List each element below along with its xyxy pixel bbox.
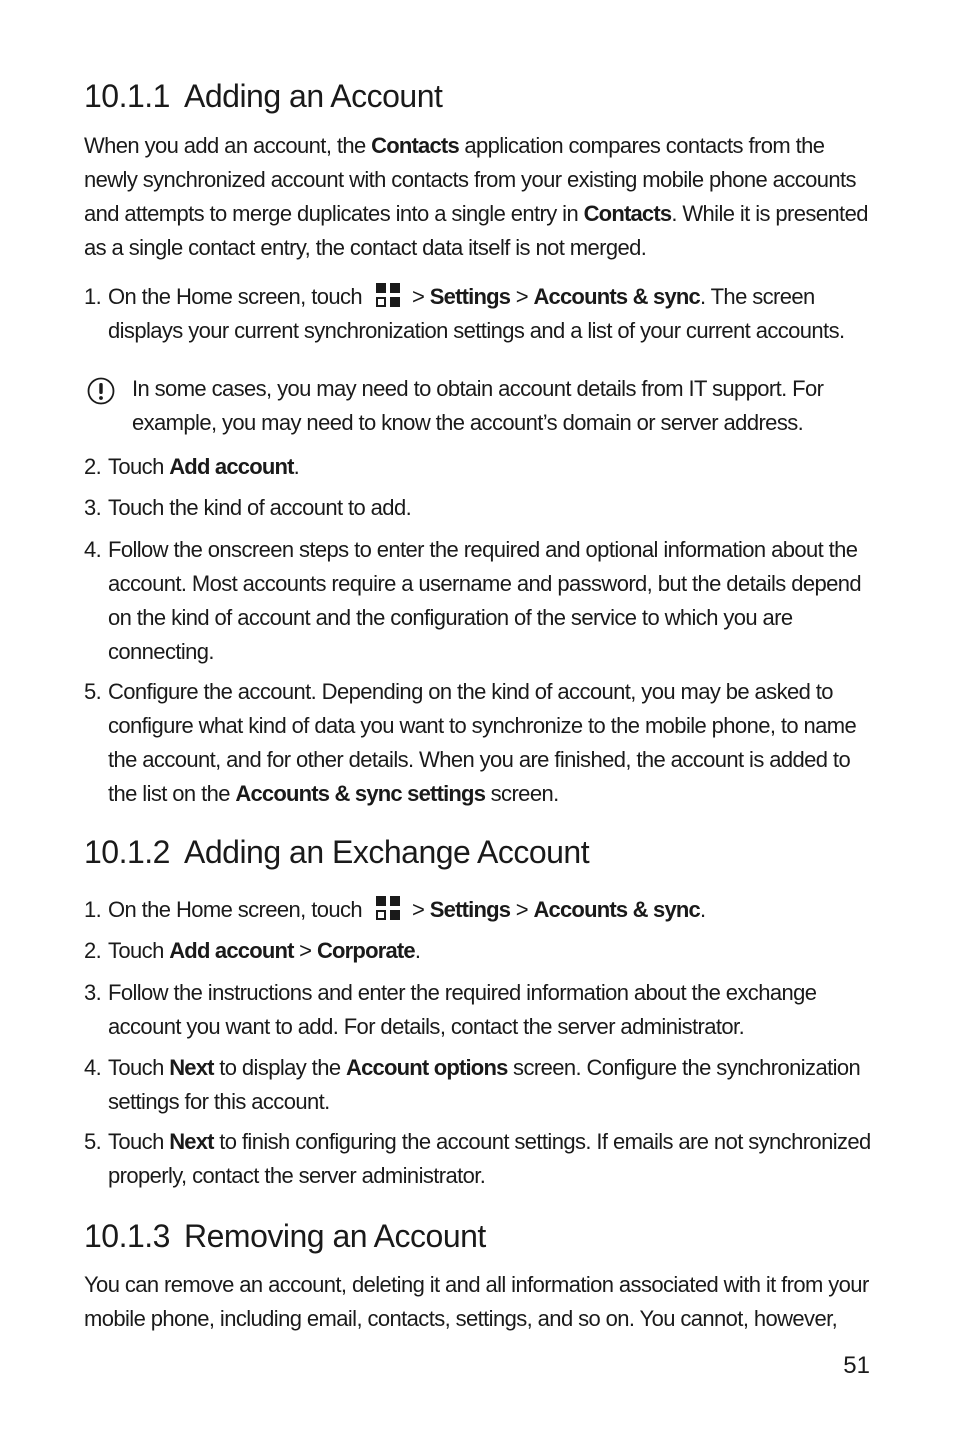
intro-paragraph: When you add an account, the Contacts application compares contacts from the newly synchronized account with contacts from your existing mobile phone accounts and attempts to merge duplicates into a single entry in Contacts. While it is presented as a single contact entry, the contact data itself is not merged. (84, 133, 868, 260)
step-1: 1. On the Home screen, touch > Settings > Accounts & sync. The screen displays your current synchronization settings and a list of your current accounts. (84, 284, 845, 343)
removing-intro-paragraph: You can remove an account, deleting it and all information associated with it from your mobile phone, including email, contacts, settings, and so on. You cannot, however, (84, 1272, 869, 1331)
step-4: 4. Follow the onscreen steps to enter the required and optional information about the account. Most accounts require a username and password, but the details depend on the kind of account and the configuration of the service to which you are connecting. (84, 537, 862, 664)
exchange-step-2: 2. Touch Add account > Corporate. (84, 938, 421, 963)
section-heading-adding-account: 10.1.1 Adding an Account (84, 78, 443, 114)
exchange-step-1: 1. On the Home screen, touch > Settings > Accounts & sync. (84, 897, 706, 922)
page-number: 51 (843, 1352, 870, 1379)
exchange-step-3: 3. Follow the instructions and enter the required information about the exchange account you want to add. For details, contact the server administrator. (84, 980, 817, 1039)
section-heading-removing-account: 10.1.3 Removing an Account (84, 1218, 486, 1254)
step-3: 3. Touch the kind of account to add. (84, 495, 412, 520)
app-launcher-icon (376, 283, 400, 307)
note-callout: In some cases, you may need to obtain account details from IT support. For example, you may need to know the account’s domain or server address. (84, 372, 874, 440)
app-launcher-icon (376, 896, 400, 920)
warning-icon (86, 376, 116, 406)
exchange-step-5: 5. Touch Next to finish configuring the account settings. If emails are not synchronized properly, contact the server administrator. (84, 1129, 871, 1188)
step-2: 2. Touch Add account. (84, 454, 300, 479)
step-5: 5. Configure the account. Depending on the kind of account, you may be asked to configure what kind of data you want to synchronize to the mobile phone, to name the account, and for other details. When you are finished, the account is added to the list on the Accounts & sync settings screen. (84, 679, 857, 806)
section-heading-exchange-account: 10.1.2 Adding an Exchange Account (84, 834, 590, 870)
exchange-step-4: 4. Touch Next to display the Account options screen. Configure the synchronization settings for this account. (84, 1055, 861, 1114)
